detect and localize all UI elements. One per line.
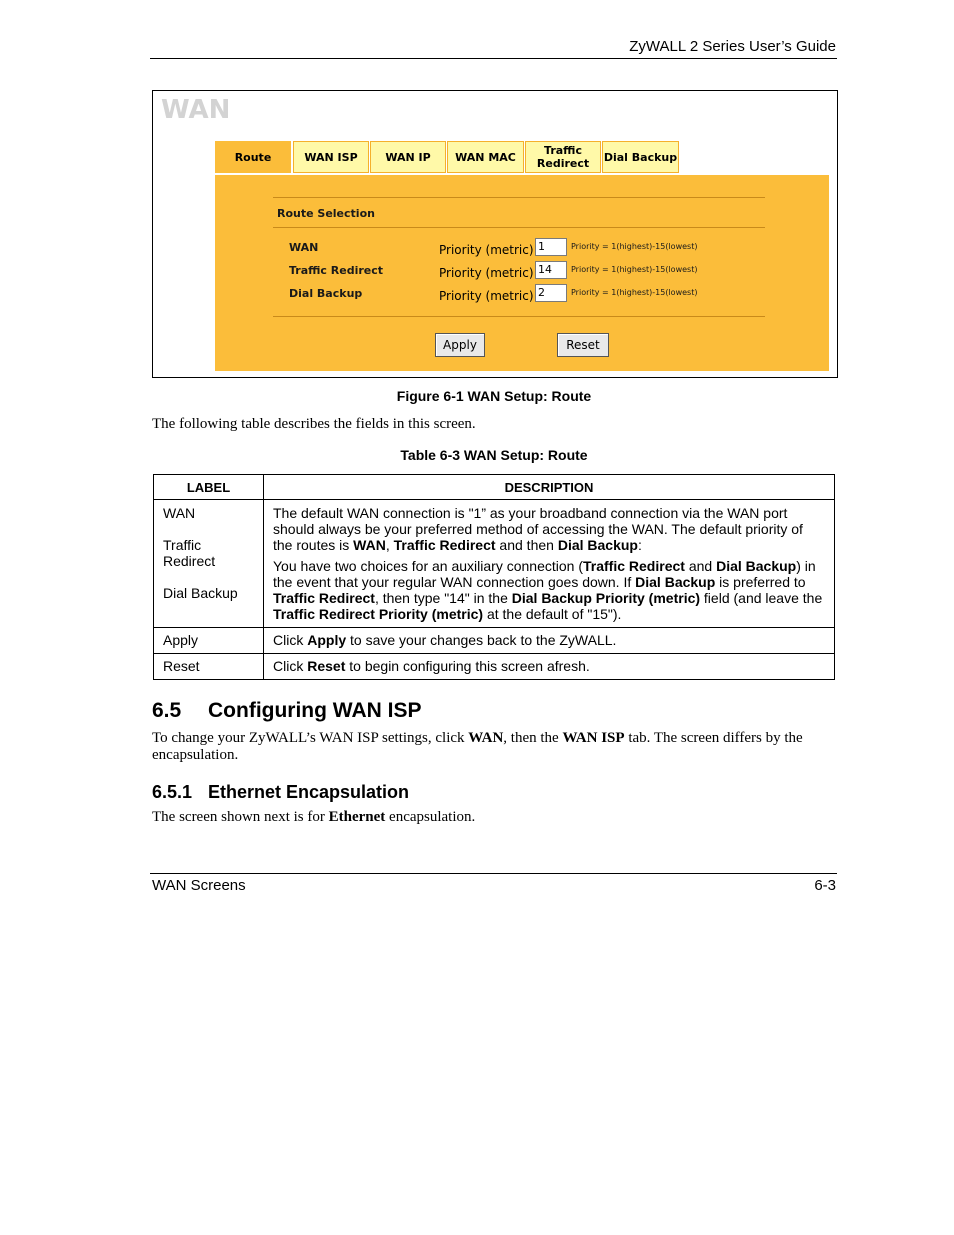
text: ) in the event that your regular WAN connection goes down. If bbox=[273, 558, 816, 590]
text: at the default of "15"). bbox=[483, 606, 622, 622]
figure-caption: Figure 6-1 WAN Setup: Route bbox=[396, 388, 592, 404]
section-number: 6.5 bbox=[152, 699, 182, 722]
bold-text: Dial Backup bbox=[716, 558, 797, 574]
text: to save your changes back to the ZyWALL. bbox=[346, 632, 617, 648]
footer-rule bbox=[150, 873, 837, 874]
text: , then type "14" in the bbox=[374, 590, 512, 606]
screen-title: WAN bbox=[161, 95, 231, 125]
tab-wan-ip[interactable]: WAN IP bbox=[370, 141, 446, 173]
label-traffic-redirect: Traffic Redirect bbox=[163, 537, 216, 569]
table-header-row bbox=[154, 475, 835, 500]
section-title: Configuring WAN ISP bbox=[208, 699, 422, 722]
label-cell bbox=[154, 500, 264, 628]
subsection-paragraph bbox=[152, 809, 475, 826]
text: The screen shown next is for bbox=[152, 809, 329, 825]
priority-hint: Priority = 1(highest)-15(lowest) bbox=[571, 242, 698, 251]
bold-text: WAN bbox=[353, 537, 386, 553]
footer-left: WAN Screens bbox=[152, 877, 246, 894]
table-row bbox=[154, 500, 835, 628]
tab-traffic-redirect[interactable]: Traffic Redirect bbox=[525, 141, 601, 173]
label-dial-backup: Dial Backup bbox=[163, 585, 238, 601]
running-header: ZyWALL 2 Series User’s Guide bbox=[629, 38, 836, 55]
apply-button[interactable]: Apply bbox=[435, 333, 485, 357]
bold-text: Traffic Redirect Priority (metric) bbox=[273, 606, 484, 622]
text: , then the bbox=[503, 730, 563, 746]
text: The default WAN connection is "1” as your broadband connection via the WAN port should always be your preferred method of accessing the WAN. The default priority of the routes is bbox=[273, 505, 803, 553]
description-cell bbox=[264, 628, 835, 654]
bold-text: Traffic Redirect bbox=[583, 558, 685, 574]
wan-priority-input[interactable]: 1 bbox=[535, 238, 567, 256]
priority-hint: Priority = 1(highest)-15(lowest) bbox=[571, 288, 698, 297]
intro-paragraph: The following table describes the fields in this screen. bbox=[152, 416, 476, 432]
section-paragraph bbox=[152, 730, 836, 764]
bold-text: Ethernet bbox=[328, 809, 386, 825]
wan-route-screenshot bbox=[152, 90, 838, 378]
page-number: 6-3 bbox=[814, 877, 836, 894]
text: , bbox=[385, 537, 394, 553]
traffic-redirect-priority-input[interactable]: 14 bbox=[535, 261, 567, 279]
route-panel bbox=[215, 175, 829, 371]
bold-text: WAN bbox=[468, 730, 504, 746]
label-reset: Reset bbox=[154, 654, 264, 680]
tab-route[interactable]: Route bbox=[215, 141, 291, 173]
description-cell bbox=[264, 500, 835, 628]
table-caption: Table 6-3 WAN Setup: Route bbox=[400, 447, 588, 463]
tab-wan-mac[interactable]: WAN MAC bbox=[447, 141, 524, 173]
column-header-label: LABEL bbox=[154, 475, 264, 500]
tab-dial-backup[interactable]: Dial Backup bbox=[602, 141, 679, 173]
reset-button[interactable]: Reset bbox=[557, 333, 609, 357]
column-header-description: DESCRIPTION bbox=[264, 475, 835, 500]
panel-divider bbox=[273, 227, 765, 228]
text: Click bbox=[273, 658, 308, 674]
bold-text: Apply bbox=[307, 632, 347, 648]
bold-text: Reset bbox=[307, 658, 346, 674]
text: is preferred to bbox=[715, 574, 806, 590]
priority-hint: Priority = 1(highest)-15(lowest) bbox=[571, 265, 698, 274]
description-paragraph bbox=[273, 558, 825, 622]
wan-label: WAN bbox=[289, 241, 319, 254]
dial-backup-label: Dial Backup bbox=[289, 287, 363, 300]
priority-label: Priority (metric) bbox=[439, 289, 534, 303]
panel-divider bbox=[273, 316, 765, 317]
priority-label: Priority (metric) bbox=[439, 243, 534, 257]
traffic-redirect-label: Traffic Redirect bbox=[289, 264, 383, 277]
table-row bbox=[154, 654, 835, 680]
text: You have two choices for an auxiliary connection ( bbox=[273, 558, 583, 574]
text: Click bbox=[273, 632, 308, 648]
bold-text: Traffic Redirect bbox=[273, 590, 375, 606]
subsection-title: Ethernet Encapsulation bbox=[208, 782, 410, 802]
bold-text: Dial Backup bbox=[557, 537, 638, 553]
text: : bbox=[637, 537, 642, 553]
text: field (and leave the bbox=[700, 590, 823, 606]
section-heading bbox=[152, 699, 421, 723]
subsection-heading bbox=[152, 782, 409, 803]
text: and bbox=[684, 558, 717, 574]
header-rule bbox=[150, 58, 837, 59]
text: To change your ZyWALL’s WAN ISP settings, click bbox=[152, 730, 469, 746]
field-description-table bbox=[153, 474, 835, 680]
tab-wan-isp[interactable]: WAN ISP bbox=[293, 141, 369, 173]
panel-divider bbox=[273, 197, 765, 198]
subsection-number: 6.5.1 bbox=[152, 782, 193, 802]
bold-text: Dial Backup Priority (metric) bbox=[511, 590, 701, 606]
label-wan: WAN bbox=[163, 505, 196, 521]
bold-text: WAN ISP bbox=[562, 730, 625, 746]
description-paragraph bbox=[273, 505, 825, 553]
description-cell bbox=[264, 654, 835, 680]
text: and then bbox=[495, 537, 558, 553]
label-apply: Apply bbox=[154, 628, 264, 654]
dial-backup-priority-input[interactable]: 2 bbox=[535, 284, 567, 302]
table-row bbox=[154, 628, 835, 654]
priority-label: Priority (metric) bbox=[439, 266, 534, 280]
bold-text: Traffic Redirect bbox=[393, 537, 496, 553]
bold-text: Dial Backup bbox=[635, 574, 716, 590]
route-selection-label: Route Selection bbox=[277, 207, 375, 220]
text: encapsulation. bbox=[385, 809, 476, 825]
text: tab. The screen differs by the encapsulation. bbox=[152, 730, 803, 763]
text: to begin configuring this screen afresh. bbox=[345, 658, 590, 674]
